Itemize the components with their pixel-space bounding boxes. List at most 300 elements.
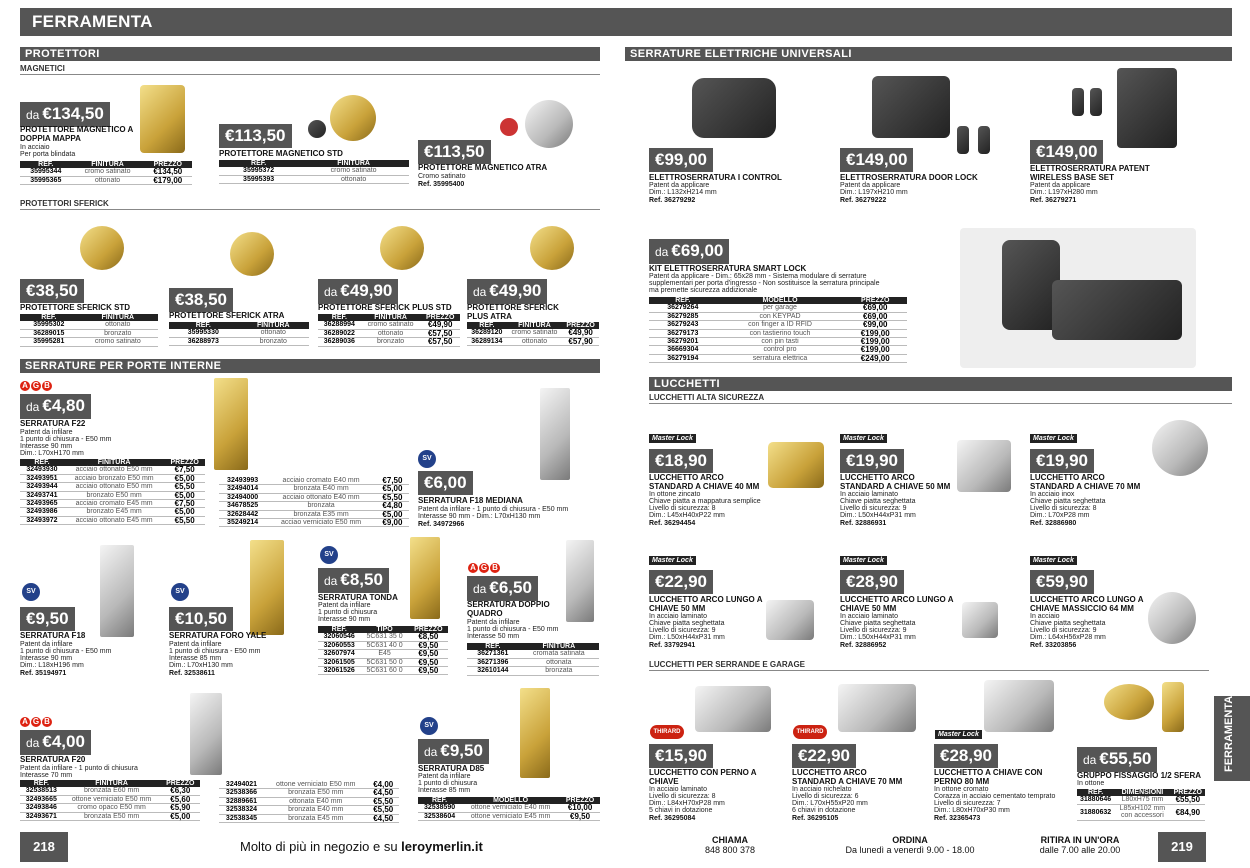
- price-tag: €38,50: [20, 279, 84, 303]
- product-desc: Dim.: L80xH70xP30 mm: [934, 807, 1010, 814]
- product-desc: Livello di sicurezza: 8: [649, 505, 716, 512]
- product-desc: Livello di sicurezza: 9: [649, 627, 716, 634]
- product-desc: Dim.: L197xH210 mm: [840, 189, 908, 196]
- product-desc: In acciaio laminato: [840, 613, 898, 620]
- table-cell: €9,50: [560, 812, 600, 820]
- table-row: [1077, 796, 1205, 804]
- table-cell: €4,50: [367, 789, 399, 797]
- product-table: REF. MODELLO PREZZO 32538590 ottone verniciato E40 mm €10,00 32538604 ottone verniciato E45 mm €9,50: [418, 797, 600, 821]
- product-ref: Ref. 32886980: [1030, 520, 1077, 527]
- table-row: [20, 329, 158, 337]
- product-desc: In acciaio laminato: [649, 613, 707, 620]
- table-cell: acciaio ottonato E50 mm: [64, 466, 164, 474]
- price-tag: €10,50: [169, 607, 233, 631]
- product-image: [838, 684, 916, 732]
- agb-logo: A G B: [20, 717, 53, 727]
- price-tag: €22,90: [792, 744, 856, 768]
- table-row: [318, 650, 448, 658]
- product-ref: Ref. 32538611: [169, 670, 215, 677]
- table-cell: €7,50: [376, 477, 409, 485]
- price-tag: €38,50: [169, 288, 233, 312]
- table-cell: 32494021: [219, 781, 264, 789]
- table-cell: 35995281: [20, 338, 78, 346]
- table-cell: ottone verniciato E45 mm: [461, 812, 560, 820]
- page-number-left: 218: [20, 832, 68, 862]
- table-cell: 32493951: [20, 474, 64, 482]
- product-table: REF. FINITURA PREZZO 35995344 cromo satinato €134,50 35995365 ottonato €179,00: [20, 161, 192, 185]
- product-desc: Patent da infilare - 1 punto di chiusura: [20, 765, 138, 772]
- product-title: SERRATURA D85: [418, 764, 485, 773]
- product-ref: Ref. 33203856: [1030, 642, 1077, 649]
- product-ref: Ref. 36279292: [649, 197, 696, 204]
- footer-tagline: Molto di più in negozio e su leroymerlin.it: [240, 839, 483, 854]
- table-row: [169, 337, 309, 345]
- product-desc: In ottone zincato: [649, 491, 701, 498]
- product-image: [1104, 684, 1154, 720]
- table-cell: 35995330: [169, 329, 238, 337]
- price-tag: €22,90: [649, 570, 713, 594]
- table-row: [649, 354, 907, 362]
- table-cell: 35995365: [20, 176, 72, 184]
- table-cell: €199,00: [843, 346, 907, 354]
- product-image: [540, 388, 570, 480]
- table-cell: bronzata E60 mm: [63, 787, 161, 795]
- price-tag: €19,90: [840, 449, 904, 473]
- product-desc: In acciaio: [1030, 613, 1060, 620]
- table-cell: bronzata E35 mm: [266, 510, 376, 518]
- price-tag: €99,00: [649, 148, 713, 172]
- table-cell: €6,30: [161, 787, 200, 795]
- table-cell: €84,90: [1171, 804, 1205, 820]
- product-desc: Dim.: L18xH196 mm: [20, 662, 84, 669]
- table-row: [219, 814, 399, 822]
- product-desc: Patent da applicare: [1030, 182, 1091, 189]
- price-tag: da €4,80: [20, 394, 91, 419]
- table-cell: acciaio ottonato E45 mm: [64, 516, 164, 524]
- table-cell: 32538590: [418, 804, 461, 812]
- table-row: [467, 650, 599, 658]
- table-cell: bronzato E50 mm: [64, 491, 164, 499]
- masterlock-logo: Master Lock: [1030, 434, 1077, 443]
- table-cell: €57,90: [562, 337, 599, 345]
- product-ref: Ref. 36295084: [649, 815, 696, 822]
- table-cell: €69,00: [843, 312, 907, 320]
- product-title: PROTETTORE MAGNETICO A DOPPIA MAPPA: [20, 125, 134, 143]
- product-image: [978, 126, 990, 154]
- table-cell: €7,50: [164, 466, 205, 474]
- table-cell: 32060546: [318, 633, 360, 641]
- product-image: [1117, 68, 1177, 148]
- table-cell: €49,90: [562, 329, 599, 337]
- table-cell: 32493665: [20, 795, 63, 803]
- table-cell: cromo satinato: [507, 329, 563, 337]
- subsection-alta-sicurezza: LUCCHETTI ALTA SICUREZZA: [649, 393, 1232, 404]
- table-cell: 5C631 50 0: [360, 658, 408, 666]
- product-title: PROTETTORE MAGNETICO STD: [219, 149, 343, 158]
- table-cell: 36289036: [318, 338, 361, 346]
- table-row: [20, 804, 200, 812]
- product-title: SERRATURA F22: [20, 419, 86, 428]
- masterlock-logo: Master Lock: [649, 556, 696, 565]
- product-image: [308, 120, 326, 138]
- table-cell: €5,00: [376, 510, 409, 518]
- table-cell: €9,00: [376, 519, 409, 527]
- table-cell: 36289120: [467, 329, 507, 337]
- product-title: ELETTROSERRATURA DOOR LOCK: [840, 173, 978, 182]
- price-tag: da €49,90: [467, 279, 547, 304]
- table-cell: €57,50: [420, 338, 460, 346]
- product-table: [219, 477, 409, 527]
- product-image: [380, 226, 424, 270]
- product-desc: In ottone: [1077, 780, 1105, 787]
- table-cell: 32060553: [318, 641, 360, 649]
- table-cell: acciao verniciato E50 mm: [266, 519, 376, 527]
- table-row: [20, 483, 205, 491]
- table-cell: bronzato E45 mm: [64, 508, 164, 516]
- product-desc: In acciaio: [20, 144, 50, 151]
- product-ref: Ref. 33792941: [649, 642, 696, 649]
- product-desc: In acciaio nichelato: [792, 786, 852, 793]
- footer-chiama: CHIAMA 848 800 378: [704, 835, 756, 855]
- product-title: LUCCHETTO ARCO STANDARD A CHIAVE 40 MM: [649, 473, 760, 491]
- masterlock-logo: Master Lock: [649, 434, 696, 443]
- table-cell: 36271361: [467, 650, 519, 658]
- table-row: [219, 806, 399, 814]
- table-cell: 32628442: [219, 510, 266, 518]
- product-desc: Patent da infilare: [169, 641, 222, 648]
- page-title: FERRAMENTA: [32, 12, 153, 31]
- product-image: [1152, 420, 1208, 476]
- product-image: [100, 545, 134, 637]
- price-tag: da €6,50: [467, 576, 538, 601]
- table-row: [219, 493, 409, 501]
- table-cell: €69,00: [843, 304, 907, 312]
- thirard-logo: THIRARD: [793, 725, 827, 739]
- product-image: [330, 95, 376, 141]
- product-desc: In acciaio laminato: [649, 786, 707, 793]
- table-cell: €5,50: [367, 806, 399, 814]
- price-tag: da €55,50: [1077, 747, 1157, 772]
- product-ref: Ref. 35194971: [20, 670, 67, 677]
- product-table: REF. FINITURA 36271361 cromata satinata 36271396 ottonata 32610144 bronzata: [467, 643, 599, 676]
- table-cell: €10,00: [560, 804, 600, 812]
- table-cell: 32538513: [20, 787, 63, 795]
- table-row: [169, 329, 309, 337]
- price-tag: €28,90: [840, 570, 904, 594]
- product-table: REF. FINITURA PREZZO 32493930 acciaio ottonato E50 mm €7,50 32493951 acciaio bronzato E50 mm €5,00 32493944 acciaio ottonato E50 mm €5,50 32493741 bronzato E50 mm €5,00 32493965 acciaio cromato E45 mm €7,50 32493986 bronzato E45 mm €5,00 32493972 acciaio ottonato E45 mm €5,50: [20, 459, 205, 525]
- table-cell: 35995302: [20, 321, 78, 329]
- product-image: [410, 537, 440, 619]
- table-cell: per garage: [717, 304, 844, 312]
- table-cell: €5,50: [164, 483, 205, 491]
- product-desc: 1 punto di chiusura: [318, 609, 378, 616]
- table-cell: €5,50: [164, 516, 205, 524]
- product-desc: supplementari per porta d'ingresso - Non sostituisce la serratura principale: [649, 280, 880, 287]
- table-cell: €57,50: [420, 329, 460, 337]
- table-cell: ottonato: [78, 321, 158, 329]
- product-desc: Interasse 85 mm: [169, 655, 222, 662]
- table-cell: €7,50: [164, 500, 205, 508]
- product-image: [566, 540, 594, 622]
- table-cell: 32889661: [219, 797, 264, 805]
- table-cell: con tastierino touch: [717, 329, 844, 337]
- table-cell: €5,00: [164, 508, 205, 516]
- product-title: SERRATURA DOPPIO QUADRO: [467, 600, 550, 618]
- product-ref: Ref. 34972966: [418, 521, 465, 528]
- table-cell: 36289134: [467, 337, 507, 345]
- table-row: [318, 667, 448, 675]
- table-cell: 32493986: [20, 508, 64, 516]
- table-cell: ottone verniciato E50 mm: [264, 781, 367, 789]
- product-desc: Dim.: L64xH56xP28 mm: [1030, 634, 1106, 641]
- price-tag: €149,00: [1030, 140, 1103, 164]
- product-title: SERRATURA FORO YALE: [169, 631, 267, 640]
- table-cell: 32538366: [219, 789, 264, 797]
- table-cell: 36279173: [649, 329, 717, 337]
- product-desc: Chiave piatta seghettata: [1030, 498, 1106, 505]
- table-cell: L85xH102 mm con accessori: [1114, 804, 1170, 820]
- table-cell: bronzata: [519, 667, 599, 675]
- product-image: [500, 118, 518, 136]
- product-desc: Per porta blindata: [20, 151, 76, 158]
- price-tag: €15,90: [649, 744, 713, 768]
- table-cell: 32493965: [20, 500, 64, 508]
- side-tab: FERRAMENTA: [1214, 696, 1250, 781]
- price-tag: €18,90: [649, 449, 713, 473]
- table-cell: 32493993: [219, 477, 266, 485]
- table-row: [467, 658, 599, 666]
- table-cell: 32061505: [318, 658, 360, 666]
- table-row: [20, 516, 205, 524]
- table-row: [219, 485, 409, 493]
- product-image: [692, 78, 776, 138]
- product-desc: 6 chiavi in dotazione: [792, 807, 856, 814]
- table-cell: 36289022: [318, 329, 361, 337]
- price-tag: da €49,90: [318, 279, 398, 304]
- product-desc: Dim.: L70xP28 mm: [1030, 512, 1090, 519]
- sv-logo: SV: [320, 546, 338, 564]
- product-ref: Ref. 32886952: [840, 642, 887, 649]
- table-cell: €4,80: [376, 502, 409, 510]
- table-cell: con pin tasti: [717, 338, 844, 346]
- table-cell: €199,00: [843, 338, 907, 346]
- table-cell: acciaio ottonato E50 mm: [64, 483, 164, 491]
- table-cell: €134,50: [144, 168, 192, 176]
- section-serrature-interne: SERRATURE PER PORTE INTERNE: [20, 359, 600, 373]
- section-lucchetti: LUCCHETTI: [649, 377, 1232, 391]
- product-ref: Ref. 32365473: [934, 815, 981, 822]
- product-desc: 5 chiavi in dotazione: [649, 807, 713, 814]
- product-title: LUCCHETTO A CHIAVE CON PERNO 80 MM: [934, 768, 1043, 786]
- page-header: [20, 8, 1232, 36]
- table-cell: bronzata E45 mm: [264, 814, 367, 822]
- table-cell: bronzata: [266, 502, 376, 510]
- product-desc: Livello di sicurezza: 8: [649, 793, 716, 800]
- product-image: [1148, 592, 1196, 644]
- product-image: [525, 100, 573, 148]
- table-row: [219, 175, 409, 183]
- table-cell: €5,00: [164, 474, 205, 482]
- product-title: LUCCHETTO ARCO STANDARD A CHIAVE 70 MM: [1030, 473, 1141, 491]
- table-cell: €9,50: [409, 658, 448, 666]
- table-cell: €199,00: [843, 329, 907, 337]
- masterlock-logo: Master Lock: [935, 730, 982, 739]
- product-image: [957, 440, 1011, 492]
- product-table: REF. FINITURA 35995372 cromo satinato 35995393 ottonato: [219, 160, 409, 184]
- product-table: REF. FINITURA 35995302 ottonato 36289015 bronzato 35995281 cromo satinato: [20, 314, 158, 347]
- table-cell: €4,50: [367, 814, 399, 822]
- table-cell: cromo opaco E50 mm: [63, 804, 161, 812]
- table-cell: con finger a ID RFID: [717, 321, 844, 329]
- table-cell: 36279243: [649, 321, 717, 329]
- product-image: [962, 602, 998, 638]
- table-row: [467, 337, 599, 345]
- product-desc: Livello di sicurezza: 9: [840, 627, 907, 634]
- product-image: [766, 600, 814, 640]
- table-cell: 32610144: [467, 667, 519, 675]
- product-desc: Chiave piatta seghettata: [840, 498, 916, 505]
- product-image: [984, 680, 1054, 732]
- footer-ritira: RITIRA IN UN'ORA dalle 7.00 alle 20.00: [1039, 835, 1121, 855]
- table-cell: 5C631 35 0: [360, 633, 408, 641]
- table-cell: serratura elettrica: [717, 354, 844, 362]
- table-row: [1077, 804, 1205, 820]
- table-cell: 32493972: [20, 516, 64, 524]
- product-title: PROTETTORE SFERICK PLUS STD: [318, 303, 452, 312]
- product-desc: Interasse 70 mm: [20, 772, 73, 779]
- product-table: REF. FINITURA 35995330 ottonato 36288973 bronzato: [169, 322, 309, 346]
- table-cell: ottonata E40 mm: [264, 797, 367, 805]
- product-desc: In ottone cromato: [934, 786, 989, 793]
- table-cell: acciaio ottonato E40 mm: [266, 493, 376, 501]
- table-cell: ottone verniciato E50 mm: [63, 795, 161, 803]
- table-cell: 32538324: [219, 806, 264, 814]
- table-cell: acciaio cromato E45 mm: [64, 500, 164, 508]
- table-cell: €249,00: [843, 354, 907, 362]
- product-desc: 1 punto di chiusura: [418, 780, 478, 787]
- product-title: SERRATURA F18 MEDIANA: [418, 496, 523, 505]
- price-tag: da €4,00: [20, 730, 91, 755]
- table-cell: cromata satinata: [519, 650, 599, 658]
- product-desc: Dim.: L50xH44xP31 mm: [840, 512, 916, 519]
- table-cell: 36288994: [318, 321, 361, 329]
- footer-ordina: ORDINA Da lunedì a venerdì 9.00 - 18.00: [845, 835, 975, 855]
- table-cell: 32494000: [219, 493, 266, 501]
- section-protettori: PROTETTORI: [20, 47, 600, 61]
- price-tag: da €9,50: [418, 739, 489, 764]
- table-cell: €5,50: [376, 493, 409, 501]
- table-cell: €9,50: [409, 650, 448, 658]
- table-cell: L80xH75 mm: [1114, 796, 1170, 804]
- sv-logo: SV: [420, 717, 438, 735]
- table-cell: €55,50: [1171, 796, 1205, 804]
- table-cell: ottonata: [519, 658, 599, 666]
- table-cell: €8,50: [409, 633, 448, 641]
- product-desc: Livello di sicurezza: 6: [792, 793, 859, 800]
- product-desc: Dim.: L84xH70xP28 mm: [649, 800, 725, 807]
- table-row: [649, 321, 907, 329]
- product-desc: ma premette sicurezza addizionale: [649, 287, 758, 294]
- table-cell: 32493930: [20, 466, 64, 474]
- product-desc: Interasse 90 mm: [20, 443, 73, 450]
- table-cell: cromo satinato: [298, 167, 409, 175]
- table-cell: €49,90: [420, 321, 460, 329]
- product-title: PROTETTORE SFERICK STD: [20, 303, 131, 312]
- table-cell: bronzata E50 mm: [264, 789, 367, 797]
- table-row: [467, 667, 599, 675]
- product-desc: Chiave piatta seghettata: [649, 620, 725, 627]
- subsection-serrande: LUCCHETTI PER SERRANDE E GARAGE: [649, 660, 1209, 671]
- table-cell: 35249214: [219, 519, 266, 527]
- table-cell: €5,90: [161, 804, 200, 812]
- table-row: [219, 789, 399, 797]
- table-cell: 32494014: [219, 485, 266, 493]
- table-row: [20, 176, 192, 184]
- product-title: SERRATURA TONDA: [318, 593, 398, 602]
- table-cell: 36279194: [649, 354, 717, 362]
- price-tag: €28,90: [934, 744, 998, 768]
- product-desc: Dim.: L70xH170 mm: [20, 450, 84, 457]
- table-cell: ottonato: [72, 176, 144, 184]
- product-image: [214, 378, 248, 470]
- table-row: [20, 338, 158, 346]
- table-cell: control pro: [717, 346, 844, 354]
- product-ref: Ref. 36279222: [840, 197, 887, 204]
- table-row: [219, 797, 399, 805]
- table-cell: €99,00: [843, 321, 907, 329]
- product-ref: Ref. 36279271: [1030, 197, 1077, 204]
- table-cell: 32607974: [318, 650, 360, 658]
- table-cell: cromo satinato: [361, 321, 421, 329]
- product-title: LUCCHETTO ARCO LUNGO A CHIAVE 50 MM: [649, 595, 763, 613]
- product-table: REF. MODELLO PREZZO 36279264 per garage €69,00 36279285 con KEYPAD €69,00 36279243 con finger a ID RFID €99,00 36279173 con tastierino touch €199,00 36279201 con pin tasti €199,00 36669304 control pro €199,00 36279194 serratura elettrica €249,00: [649, 297, 907, 363]
- product-desc: Patent da infilare: [318, 602, 371, 609]
- product-desc: Dim.: L70xH55xP20 mm: [792, 800, 868, 807]
- table-cell: bronzata E40 mm: [264, 806, 367, 814]
- price-tag: €149,00: [840, 148, 913, 172]
- product-desc: Dim.: L50xH44xP31 mm: [649, 634, 725, 641]
- product-image: [768, 442, 824, 488]
- table-cell: €179,00: [144, 176, 192, 184]
- site-link[interactable]: leroymerlin.it: [401, 839, 483, 854]
- page-number-right: 219: [1158, 832, 1206, 862]
- agb-logo: A G B: [468, 563, 501, 573]
- product-title: SERRATURA F18: [20, 631, 86, 640]
- product-desc: Dim.: L45xH40xP22 mm: [649, 512, 725, 519]
- product-image: [80, 226, 124, 270]
- table-cell: bronzata E40 mm: [266, 485, 376, 493]
- product-desc: 1 punto di chiusura - E50 mm: [467, 626, 559, 633]
- table-cell: bronzato: [361, 338, 421, 346]
- table-cell: cromo satinato: [78, 338, 158, 346]
- table-cell: 32493944: [20, 483, 64, 491]
- table-cell: bronzato: [78, 329, 158, 337]
- table-cell: 31880632: [1077, 804, 1114, 820]
- product-table: REF. FINITURA PREZZO 36288994 cromo satinato €49,90 36289022 ottonato €57,50 36289036 bronzato €57,50: [318, 314, 460, 347]
- product-desc: In acciaio laminato: [840, 491, 898, 498]
- product-table: [219, 781, 399, 823]
- table-cell: ottonato: [507, 337, 563, 345]
- product-desc: Patent da infilare - 1 punto di chiusura - E50 mm: [418, 506, 569, 513]
- product-desc: Chiave piatta a mappatura semplice: [649, 498, 761, 505]
- product-table: REF. DIMENSIONI PREZZO 31880646 L80xH75 mm €55,50 31880632 L85xH102 mm con accessori €84,90: [1077, 789, 1205, 821]
- product-desc: Corazza in acciaio cementato temprato: [934, 793, 1056, 800]
- product-image: [1090, 88, 1102, 116]
- product-desc: Patent da infilare: [20, 429, 73, 436]
- table-cell: ottone verniciato E40 mm: [461, 804, 560, 812]
- table-cell: €5,00: [161, 812, 200, 820]
- table-cell: ottonato: [238, 329, 309, 337]
